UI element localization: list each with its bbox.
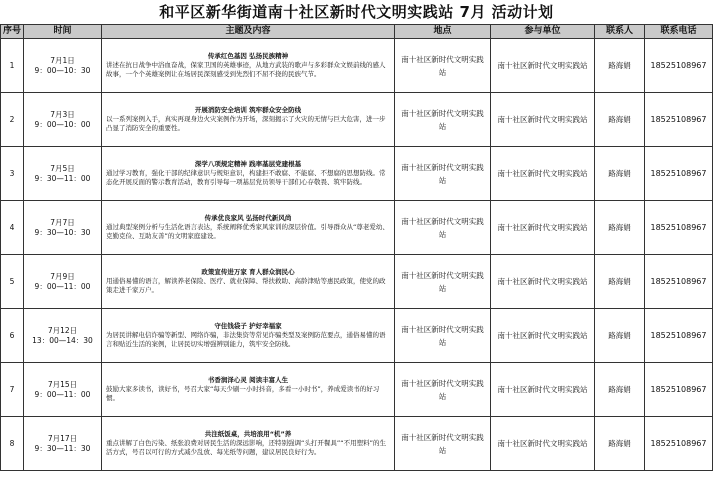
row-unit: 南十社区新时代文明实践站 xyxy=(491,255,595,309)
row-place: 南十社区新时代文明实践站 xyxy=(395,417,491,471)
row-theme: 深学八项规定精神 践率基层党建根基 xyxy=(194,160,302,168)
row-time xyxy=(24,309,102,363)
row-content xyxy=(102,39,395,93)
row-theme: 书香润泽心灵 阅读丰富人生 xyxy=(207,376,289,384)
row-date: 7月3日 xyxy=(50,109,75,119)
row-theme: 传承优良家风 弘扬时代新风尚 xyxy=(204,214,292,222)
row-contact: 路海娟 xyxy=(595,39,645,93)
row-no: 1 xyxy=(1,39,24,93)
row-theme: 传承红色基因 弘扬民族精神 xyxy=(207,52,289,60)
row-phone: 18525108967 xyxy=(645,93,713,147)
row-place: 南十社区新时代文明实践站 xyxy=(395,309,491,363)
row-no: 5 xyxy=(1,255,24,309)
header-contact: 联系人 xyxy=(595,25,645,39)
row-time-range: 9：00—10：00 xyxy=(34,119,91,129)
row-place: 南十社区新时代文明实践站 xyxy=(395,255,491,309)
header-phone: 联系电话 xyxy=(645,25,713,39)
activity-table xyxy=(0,24,713,471)
row-no: 6 xyxy=(1,309,24,363)
row-time xyxy=(24,93,102,147)
row-time xyxy=(24,39,102,93)
row-phone: 18525108967 xyxy=(645,417,713,471)
table-row xyxy=(1,147,713,201)
row-content xyxy=(102,255,395,309)
row-date: 7月17日 xyxy=(47,433,78,443)
row-phone: 18525108967 xyxy=(645,147,713,201)
table-header xyxy=(1,25,713,39)
row-time-range: 9：00—11：00 xyxy=(34,281,91,291)
row-no: 8 xyxy=(1,417,24,471)
row-desc: 通过学习教育，强化干部的纪律意识与规矩意识，构建拒不敢腐、不能腐、不想腐的思想防线。常态化开展反面的警示教育活动，教育引导每一项基层党员领导干部们心存敬畏、筑牢防线。 xyxy=(106,169,386,186)
row-place: 南十社区新时代文明实践站 xyxy=(395,201,491,255)
row-time xyxy=(24,147,102,201)
table-row xyxy=(1,309,713,363)
row-phone: 18525108967 xyxy=(645,255,713,309)
row-desc: 重点讲解了白色污染、纸张浪费对居民生活的深远影响，还特别强调“头打开餐具”“不用塑料”的生活方式，号召以可行的方式减少乱放、每光纸等问题，建议居民良好行为。 xyxy=(106,439,386,456)
row-contact: 路海娟 xyxy=(595,93,645,147)
row-time-range: 9：30—11：30 xyxy=(34,443,91,453)
row-time xyxy=(24,201,102,255)
row-unit: 南十社区新时代文明实践站 xyxy=(491,93,595,147)
row-content xyxy=(102,93,395,147)
row-phone: 18525108967 xyxy=(645,201,713,255)
row-contact: 路海娟 xyxy=(595,201,645,255)
row-contact: 路海娟 xyxy=(595,417,645,471)
table-row xyxy=(1,255,713,309)
row-time xyxy=(24,417,102,471)
row-phone: 18525108967 xyxy=(645,363,713,417)
table-row xyxy=(1,93,713,147)
row-time-range: 9：30—11：00 xyxy=(34,173,91,183)
row-content xyxy=(102,309,395,363)
header-unit: 参与单位 xyxy=(491,25,595,39)
row-date: 7月1日 xyxy=(50,55,75,65)
row-contact: 路海娟 xyxy=(595,363,645,417)
row-no: 4 xyxy=(1,201,24,255)
row-no: 3 xyxy=(1,147,24,201)
header-content: 主题及内容 xyxy=(102,25,395,39)
row-content xyxy=(102,417,395,471)
row-unit: 南十社区新时代文明实践站 xyxy=(491,147,595,201)
page-title: 和平区新华街道南十社区新时代文明实践站 7月 活动计划 xyxy=(159,3,554,21)
row-time-range: 13：00—14：30 xyxy=(32,335,93,345)
table-row xyxy=(1,417,713,471)
header-no: 序号 xyxy=(1,25,24,39)
row-place: 南十社区新时代文明实践站 xyxy=(395,363,491,417)
table-row xyxy=(1,363,713,417)
row-date: 7月7日 xyxy=(50,217,75,227)
table-row xyxy=(1,39,713,93)
row-time-range: 9：00—11：00 xyxy=(34,389,91,399)
row-contact: 路海娟 xyxy=(595,147,645,201)
table-body xyxy=(1,39,713,471)
row-no: 7 xyxy=(1,363,24,417)
row-phone: 18525108967 xyxy=(645,39,713,93)
row-date: 7月15日 xyxy=(47,379,78,389)
row-place: 南十社区新时代文明实践站 xyxy=(395,39,491,93)
row-date: 7月9日 xyxy=(50,271,75,281)
row-time-range: 9：00—10：30 xyxy=(34,65,91,75)
row-theme: 共注纸饭桌，共培浪用“机”养 xyxy=(204,430,292,438)
row-unit: 南十社区新时代文明实践站 xyxy=(491,39,595,93)
row-unit: 南十社区新时代文明实践站 xyxy=(491,309,595,363)
row-desc: 通过典型案例分析与生活化语言表达，系统阐释优秀家风家训的深层价值。引导群众从“尊老爱幼、克勤克俭、互助友善”的文明家庭建设。 xyxy=(106,223,389,240)
row-desc: 为居民讲解电信诈骗等新型、网络诈骗，非法集资等常见诈骗类型及案例防范要点，通俗易懂的语言和贴近生活的案例，让居民切实增强辨别能力，筑牢安全防线。 xyxy=(106,331,386,348)
row-time xyxy=(24,255,102,309)
row-theme: 开展消防安全培训 筑牢群众安全防线 xyxy=(194,106,302,114)
row-phone: 18525108967 xyxy=(645,309,713,363)
row-unit: 南十社区新时代文明实践站 xyxy=(491,363,595,417)
row-content xyxy=(102,147,395,201)
row-unit: 南十社区新时代文明实践站 xyxy=(491,417,595,471)
row-content xyxy=(102,363,395,417)
row-time xyxy=(24,363,102,417)
row-desc: 鼓励大家多读书，读好书，号召大家“每天少刷一小时抖音，多看一小时书”，养成爱读书的好习惯。 xyxy=(106,385,380,402)
row-theme: 政策宣传进万家 育人群众润民心 xyxy=(201,268,295,276)
row-desc: 用通俗易懂的语言，解读养老保险、医疗、就业保障、帮扶救助、高龄津贴等惠民政策，使党的政策走进千家万户。 xyxy=(106,277,386,294)
row-desc: 以一系列案例入手，真实再现身边火灾案例作为开场，深刻揭示了火灾的无情与巨大危害，进一步凸显了消防安全的重要性。 xyxy=(106,115,386,132)
row-date: 7月5日 xyxy=(50,163,75,173)
row-time-range: 9：30—10：30 xyxy=(34,227,91,237)
row-contact: 路海娟 xyxy=(595,255,645,309)
row-date: 7月12日 xyxy=(47,325,78,335)
header-time: 时间 xyxy=(24,25,102,39)
row-place: 南十社区新时代文明实践站 xyxy=(395,93,491,147)
row-contact: 路海娟 xyxy=(595,309,645,363)
row-no: 2 xyxy=(1,93,24,147)
row-desc: 讲述在抗日战争中浴血奋战，保家卫国的英雄事迹，从地方武装的歌声与多彩群众文娱前线的感人故事，一个个英雄案例让在场居民深刻感受到先烈们不屈不挠的民族气节。 xyxy=(106,61,386,78)
row-theme: 守住钱袋子 护好幸福家 xyxy=(214,322,282,330)
row-place: 南十社区新时代文明实践站 xyxy=(395,147,491,201)
row-unit: 南十社区新时代文明实践站 xyxy=(491,201,595,255)
table-row xyxy=(1,201,713,255)
row-content xyxy=(102,201,395,255)
header-place: 地点 xyxy=(395,25,491,39)
